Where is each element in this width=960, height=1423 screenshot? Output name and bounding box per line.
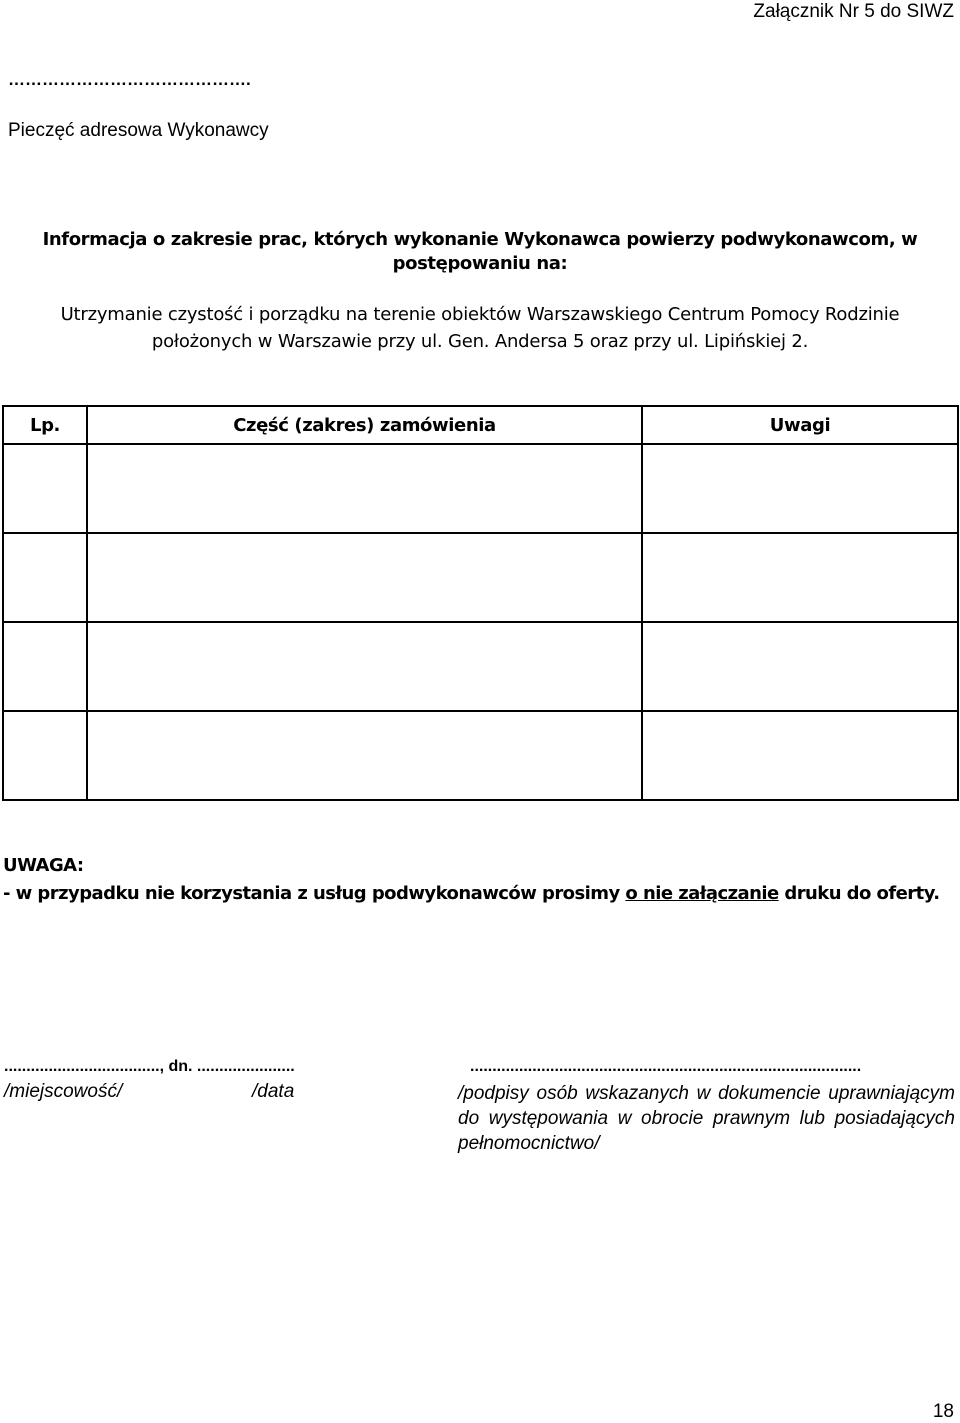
table-cell-remarks[interactable]	[642, 711, 958, 800]
table-row	[3, 444, 958, 533]
table-cell-lp[interactable]	[3, 622, 87, 711]
table-cell-part[interactable]	[87, 444, 642, 533]
note-text	[3, 880, 958, 908]
signature-label: /podpisy osób wskazanych w dokumencie uprawniającym do występowania w obrocie prawnym lub posiadających pełnomocnictwo/	[458, 1083, 955, 1154]
stamp-placeholder-dots: …………………………………….	[8, 70, 251, 89]
note-text-underlined: o nie załączanie	[625, 883, 779, 904]
table-row	[3, 533, 958, 622]
table-cell-part[interactable]	[87, 711, 642, 800]
column-header-remarks: Uwagi	[642, 406, 958, 444]
note-heading: UWAGA:	[3, 855, 84, 876]
note-block	[3, 852, 958, 908]
table-row	[3, 711, 958, 800]
place-date-dots: ..................................., dn. ......................	[4, 1058, 295, 1075]
note-text-after: druku do oferty.	[778, 883, 940, 904]
stamp-label: Pieczęć adresowa Wykonawcy	[8, 120, 269, 141]
column-header-part: Część (zakres) zamówienia	[87, 406, 642, 444]
column-header-lp: Lp.	[3, 406, 87, 444]
page-number: 18	[932, 1401, 954, 1422]
table-row	[3, 622, 958, 711]
date-label: /data	[252, 1081, 295, 1102]
table-cell-remarks[interactable]	[642, 444, 958, 533]
procurement-subject: Utrzymanie czystość i porządku na terenie obiektów Warszawskiego Centrum Pomocy Rodzinie położonych w Warszawie przy ul. Gen. Andersa 5 oraz przy ul. Lipińskiej 2.	[60, 304, 900, 352]
table-cell-remarks[interactable]	[642, 533, 958, 622]
table-cell-lp[interactable]	[3, 711, 87, 800]
table-header-row	[3, 406, 958, 444]
signature-dots: ........................................................................................	[470, 1058, 862, 1075]
document-title: Informacja o zakresie prac, których wykonanie Wykonawca powierzy podwykonawcom, w postępowaniu na:	[42, 229, 918, 274]
table-cell-remarks[interactable]	[642, 622, 958, 711]
note-text-before: - w przypadku nie korzystania z usług podwykonawców prosimy	[3, 883, 626, 904]
table-cell-lp[interactable]	[3, 533, 87, 622]
annex-label: Załącznik Nr 5 do SIWZ	[753, 1, 954, 22]
table-cell-lp[interactable]	[3, 444, 87, 533]
table-cell-part[interactable]	[87, 533, 642, 622]
place-label: /miejscowość/	[4, 1081, 123, 1102]
subcontracting-table	[2, 405, 959, 801]
table-cell-part[interactable]	[87, 622, 642, 711]
